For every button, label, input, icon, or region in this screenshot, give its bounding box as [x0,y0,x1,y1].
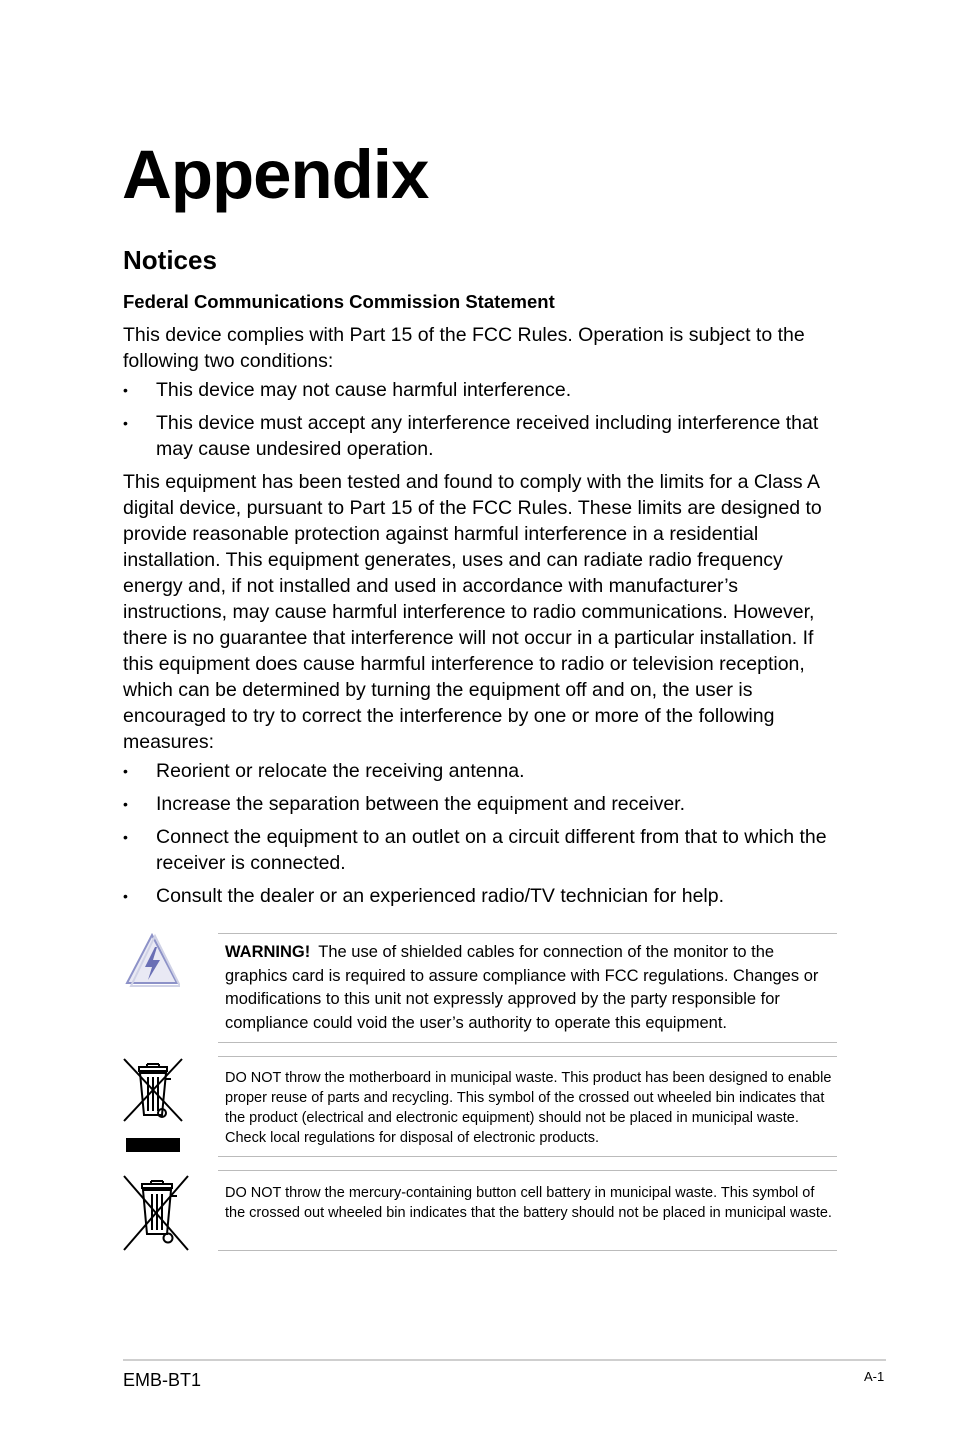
divider [218,1156,837,1157]
bullet: • [123,829,128,845]
list-item: • This device must accept any interference received including interference that may cause undesired operation. [123,412,819,460]
list-item: • Reorient or relocate the receiving antenna. [123,760,525,782]
bullet: • [123,888,128,904]
crossed-out-wheeled-bin-icon [122,1174,190,1252]
body-paragraph: This equipment has been tested and found to comply with the limits for a Class A digital device, pursuant to Part 15 of the FCC Rules. These limits are designed to provide reasonable protection against harmful interference in a residential installation. This equipment generates, uses and can radiate radio frequency energy and, if not installed and used in accordance with manufacturer’s instructions, may cause harmful interference to radio communications. However, there is no guarantee that interference will not occur in a particular installation. If this equipment does cause harmful interference to radio or television reception, which can be determined by turning the equipment off and on, the user is encouraged to try to correct the interference by one or more of the following measures: [123,471,822,753]
battery-notice: DO NOT throw the mercury-containing button cell battery in municipal waste. This symbol of the crossed out wheeled bin indicates that the battery should not be placed in municipal waste. [225,1185,832,1221]
section-heading: Notices [123,245,217,275]
warning-triangle-icon [124,930,180,988]
bullet: • [123,763,128,779]
warning-label: WARNING! [225,943,311,961]
conditions-list [123,377,838,469]
weee-notice: DO NOT throw the motherboard in municipal waste. This product has been designed to enable proper reuse of parts and recycling. This symbol of the crossed out wheeled bin indicates that the product (electrical and electronic equipment) should not be placed in municipal waste. Check local regulations for disposal of electronic products. [225,1070,832,1146]
bullet: • [123,382,128,398]
crossed-out-wheeled-bin-icon [122,1057,184,1153]
warning-notice [225,941,837,1035]
divider [218,1250,837,1251]
footer-model: EMB-BT1 [123,1370,202,1390]
divider [218,1170,837,1171]
divider [218,1056,837,1057]
warning-text: The use of shielded cables for connection of the monitor to the graphics card is required to assure compliance with FCC regulations. Changes or modifications to this unit not expressly approved by the party responsible for compliance could void the user’s authority to operate this equipment. [225,943,819,1032]
divider [218,1042,837,1043]
list-item: • This device may not cause harmful interference. [123,379,572,401]
footer-divider [123,1359,886,1361]
intro-paragraph: This device complies with Part 15 of the FCC Rules. Operation is subject to the following two conditions: [123,324,805,372]
list-item: • Increase the separation between the equipment and receiver. [123,793,686,815]
bullet: • [123,415,128,431]
page-number: A-1 [864,1369,885,1384]
list-item: • Consult the dealer or an experienced radio/TV technician for help. [123,885,725,907]
list-item: • Connect the equipment to an outlet on a circuit different from that to which the receiver is connected. [123,826,827,874]
page-title: Appendix [122,136,429,213]
subsection-heading: Federal Communications Commission Statement [123,291,555,312]
bullet: • [123,796,128,812]
measures-list [123,758,838,916]
divider [218,933,837,934]
